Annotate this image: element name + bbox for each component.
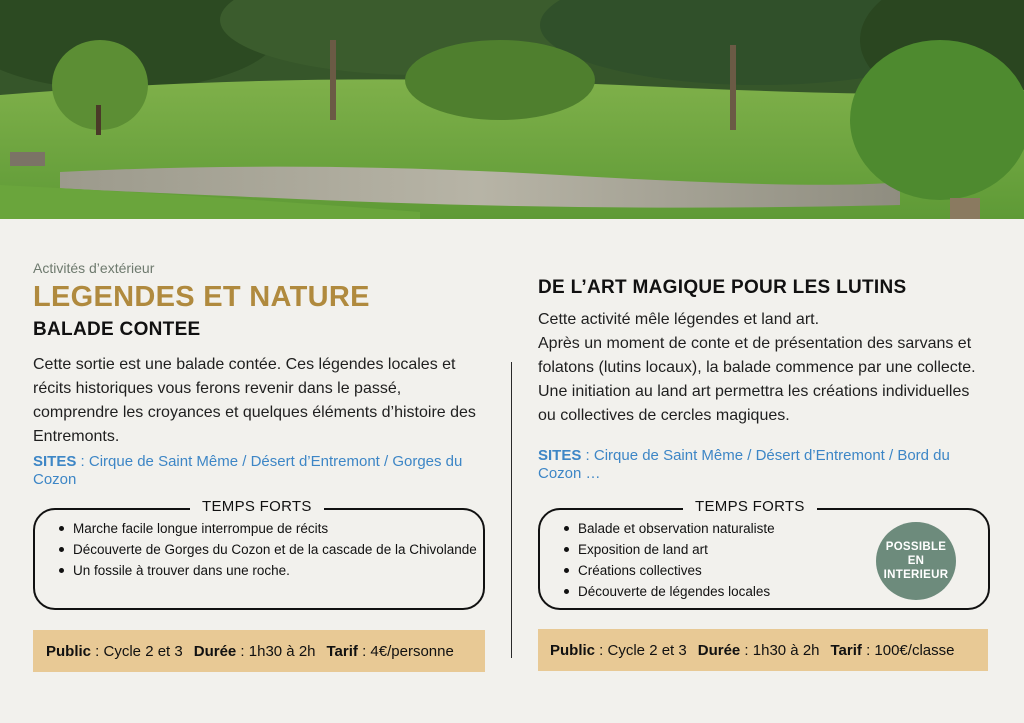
right-sites-label: SITES (538, 447, 582, 464)
category-label: Activités d’extérieur (33, 260, 155, 276)
right-tarif (820, 642, 955, 659)
right-temps-forts-list (564, 518, 884, 602)
right-sites-value: : Cirque de Saint Même / Désert d’Entremont / Bord du Cozon … (538, 447, 950, 482)
right-temps-forts-title: TEMPS FORTS (683, 498, 817, 515)
left-duree (183, 643, 316, 660)
right-sites (538, 447, 978, 483)
right-intro: Cette activité mêle légendes et land art. (538, 311, 820, 328)
badge-line: INTERIEUR (883, 569, 949, 581)
list-item: Découverte de légendes locales (564, 581, 884, 602)
tarif-value: : 4€/personne (357, 642, 454, 660)
list-item: Découverte de Gorges du Cozon et de la cascade de la Chivolande (59, 539, 479, 560)
left-sites-label: SITES (33, 453, 77, 470)
right-public (538, 642, 687, 659)
badge-line: POSSIBLE (885, 541, 947, 553)
left-subtitle: BALADE CONTEE (33, 319, 201, 340)
landscape-illustration (0, 0, 1024, 219)
left-public (33, 643, 183, 660)
left-description: Cette sortie est une balade contée. Ces légendes locales et récits historiques vous ferons revenir dans le passé, comprendre les croyances et quelques éléments d’histoire des Entremonts. (33, 356, 476, 445)
tarif-label: Tarif (830, 641, 862, 659)
left-sites (33, 453, 473, 489)
duree-label: Durée (697, 641, 741, 659)
list-item: Un fossile à trouver dans une roche. (59, 560, 479, 581)
left-temps-forts-title: TEMPS FORTS (190, 498, 324, 515)
left-temps-forts-box (33, 508, 485, 610)
right-subtitle: DE L’ART MAGIQUE POUR LES LUTINS (538, 277, 907, 298)
right-description: Après un moment de conte et de présentation des sarvans et folatons (lutins locaux), la balade commence par une collecte. Une initiation au land art permettra les créations individuelles ou collectives de cercles magiques. (538, 335, 976, 424)
duree-value: : 1h30 à 2h (236, 642, 316, 660)
right-info-bar (538, 629, 988, 671)
public-value: : Cycle 2 et 3 (91, 642, 183, 660)
left-sites-value: : Cirque de Saint Même / Désert d’Entremont / Gorges du Cozon (33, 453, 463, 488)
left-temps-forts-list (59, 518, 479, 581)
list-item: Marche facile longue interrompue de récits (59, 518, 479, 539)
badge-line: EN (907, 555, 925, 567)
tarif-value: : 100€/classe (861, 641, 955, 659)
tarif-label: Tarif (326, 642, 358, 660)
hero-landscape-photo (0, 0, 1024, 219)
possible-en-interieur-badge (876, 522, 956, 600)
list-item: Balade et observation naturaliste (564, 518, 884, 539)
right-duree (687, 642, 820, 659)
public-value: : Cycle 2 et 3 (595, 641, 687, 659)
duree-label: Durée (193, 642, 237, 660)
main-title: LEGENDES ET NATURE (33, 281, 370, 313)
left-info-bar (33, 630, 485, 672)
public-label: Public (46, 642, 92, 660)
list-item: Créations collectives (564, 560, 884, 581)
duree-value: : 1h30 à 2h (740, 641, 820, 659)
left-tarif (316, 643, 454, 660)
public-label: Public (550, 641, 596, 659)
list-item: Exposition de land art (564, 539, 884, 560)
column-divider (511, 362, 512, 658)
